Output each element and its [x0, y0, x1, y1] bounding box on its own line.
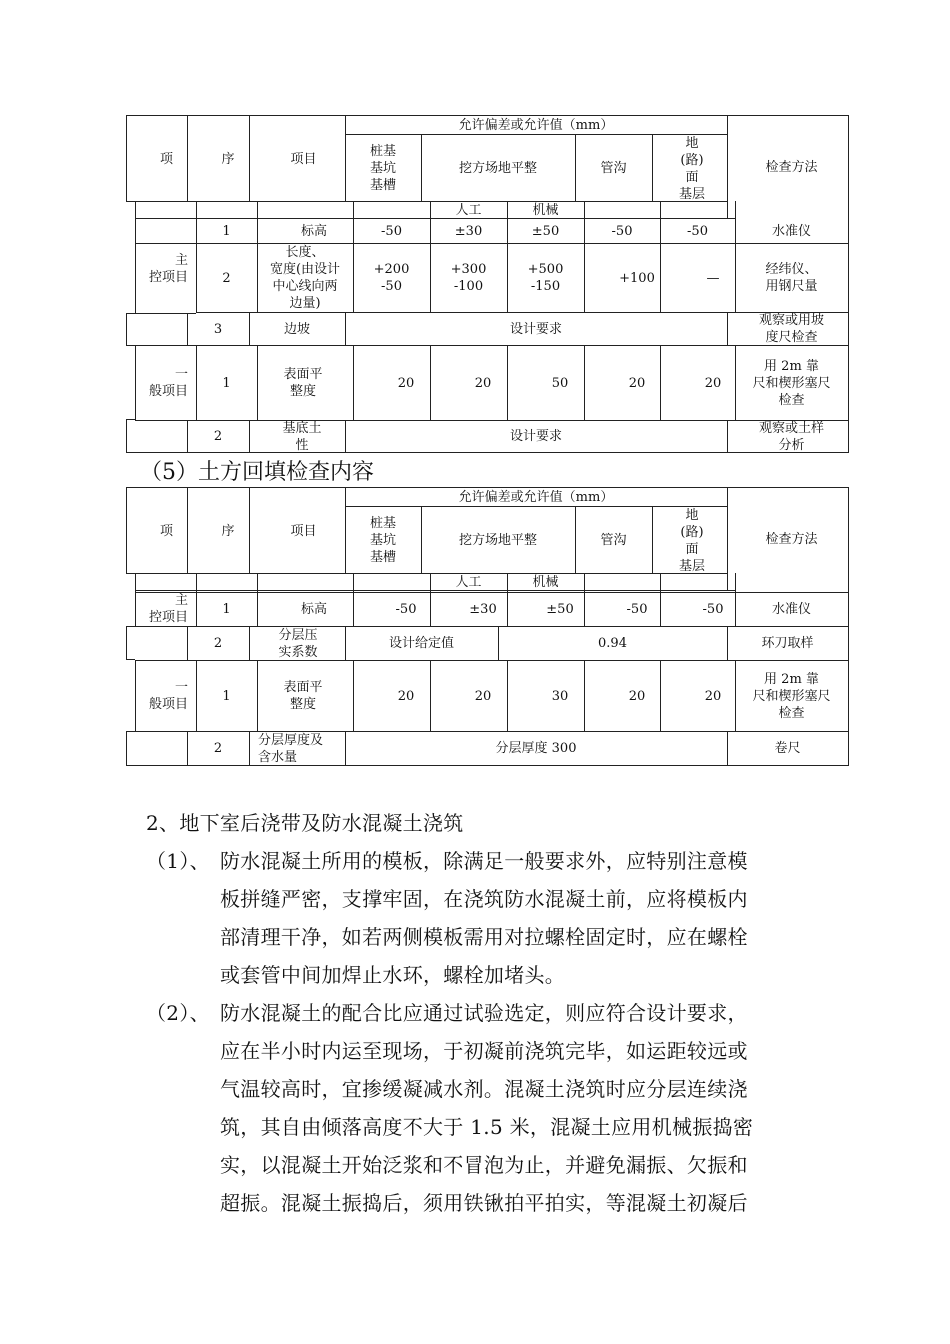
table-cell: 20: [704, 375, 722, 391]
paragraph-line: 或套管中间加焊止水环，螺栓加堵头。: [220, 963, 566, 987]
table-cell: ±50: [546, 602, 574, 617]
tolerance-title: 允许偏差或允许值（mm）: [458, 489, 614, 505]
table-cell: 1: [222, 602, 231, 617]
col-project-header: 项目: [290, 523, 317, 539]
table-cell: 1: [222, 375, 231, 391]
table-cell: 设计要求: [509, 321, 562, 337]
table-cell: 表面平 整度: [283, 680, 323, 712]
paragraph-line: 实，以混凝土开始泛浆和不冒泡为止，并避免漏振、欠振和: [220, 1153, 748, 1177]
manual-header: 人工: [455, 574, 482, 590]
machine-header: 机械: [532, 202, 559, 218]
table-cell: -50: [395, 602, 417, 617]
section-2-title: 2、地下室后浇带及防水混凝土浇筑: [146, 811, 464, 835]
ground-header: 地 (路) 面 基层: [678, 136, 705, 202]
section-5-title: （5）土方回填检查内容: [140, 460, 374, 485]
table-cell: 3: [213, 321, 223, 337]
table-cell: 观察或土样 分析: [758, 420, 824, 453]
table-cell: 20: [474, 688, 492, 704]
table-cell: 设计给定值: [388, 636, 454, 651]
table-cell: 2: [213, 429, 223, 444]
table-cell: ±30: [454, 223, 483, 239]
table-cell: 标高: [300, 223, 327, 239]
table-cell: 表面平 整度: [283, 367, 323, 399]
table-cell: 30: [551, 688, 569, 704]
col-seq-header: 序: [221, 523, 235, 539]
paragraph-line: 超振。混凝土振捣后，须用铁锹拍平拍实，等混凝土初凝后: [220, 1191, 748, 1215]
table-cell: 20: [628, 688, 646, 704]
tolerance-title: 允许偏差或允许值（mm）: [458, 117, 614, 133]
table-cell: 分层厚度 300: [495, 741, 577, 756]
table-cell: 20: [397, 688, 415, 704]
table-cell: 水准仪: [771, 223, 811, 239]
paragraph-line: 防水混凝土所用的模板，除满足一般要求外，应特别注意模: [220, 849, 748, 873]
general-group: 一 般项目: [148, 680, 188, 712]
machine-header: 机械: [532, 574, 559, 590]
paragraph-label: （1）、: [146, 849, 210, 873]
ground-header: 地 (路) 面 基层: [678, 508, 705, 574]
table-cell: +200 -50: [373, 262, 410, 294]
col-item-header: 项: [159, 151, 173, 167]
table-cell: 1: [222, 223, 231, 239]
table-cell: 用 2m 靠 尺和楔形塞尺 检查: [752, 671, 831, 721]
table-cell: 环刀取样: [761, 636, 814, 651]
table-cell: 边坡: [283, 321, 310, 337]
table-cell: ±50: [531, 223, 560, 239]
paragraph-line: 气温较高时，宜掺缓凝减水剂。混凝土浇筑时应分层连续浇: [220, 1077, 748, 1101]
table-cell: -50: [702, 602, 724, 617]
table-cell: +100: [619, 270, 655, 286]
table-cell: 20: [704, 688, 722, 704]
paragraph-line: 应在半小时内运至现场，于初凝前浇筑完毕，如运距较远或: [220, 1039, 748, 1063]
table-cell: 经纬仪、 用钢尺量: [765, 262, 818, 294]
table-cell: 2: [222, 270, 231, 286]
table-cell: 水准仪: [771, 602, 811, 617]
table-cell: —: [706, 270, 720, 286]
table-cell: 基底土 性: [282, 420, 322, 453]
paragraph-line: 部清理干净，如若两侧模板需用对拉螺栓固定时，应在螺栓: [220, 925, 748, 949]
table-cell: 标高: [300, 602, 327, 617]
method-header: 检查方法: [765, 160, 818, 175]
table-cell: -50: [687, 223, 708, 239]
table-cell: 50: [551, 375, 569, 391]
table-cell: 1: [222, 688, 231, 704]
trench-header: 管沟: [600, 532, 627, 548]
table-cell: +500 -150: [527, 262, 564, 294]
table-cell: 观察或用坡 度尺检查: [758, 313, 824, 345]
table-cell: 2: [213, 741, 223, 756]
table-cell: +300 -100: [450, 262, 487, 294]
table-cell: -50: [381, 223, 402, 239]
table-cell: 卷尺: [774, 741, 801, 756]
col-project-header: 项目: [290, 151, 317, 167]
table-cell: 分层压 实系数: [278, 627, 318, 660]
col-item-header: 项: [159, 523, 173, 539]
paragraph-line: 防水混凝土的配合比应通过试验选定，则应符合设计要求，: [220, 1001, 748, 1025]
excavation-header: 挖方场地平整: [458, 532, 537, 548]
method-header: 检查方法: [765, 532, 818, 547]
col-seq-header: 序: [221, 151, 235, 167]
paragraph-line: 板拼缝严密，支撑牢固，在浇筑防水混凝土前，应将模板内: [220, 887, 748, 911]
trench-header: 管沟: [600, 160, 627, 176]
table-cell: 20: [628, 375, 646, 391]
table-cell: 2: [213, 636, 223, 651]
table-cell: 分层厚度及 含水量: [258, 732, 324, 765]
table-cell: 20: [397, 375, 415, 391]
table-cell: 20: [474, 375, 492, 391]
table-cell: ±30: [469, 602, 497, 617]
main-control-group: 主 控项目: [148, 593, 188, 625]
table-cell: 长度、 宽度(由设计 中心线向两 边量): [269, 245, 341, 311]
main-control-group: 主 控项目: [148, 253, 188, 285]
table-cell: 用 2m 靠 尺和楔形塞尺 检查: [752, 358, 831, 408]
table-cell: 0.94: [598, 636, 627, 651]
manual-header: 人工: [455, 202, 482, 218]
paragraph-line: 筑，其自由倾落高度不大于 1.5 米，混凝土应用机械振捣密: [220, 1115, 754, 1139]
general-group: 一 般项目: [148, 367, 188, 399]
pile-header: 桩基 基坑 基槽: [369, 515, 396, 565]
table-cell: -50: [611, 223, 633, 239]
pile-header: 桩基 基坑 基槽: [369, 143, 396, 193]
table-cell: 设计要求: [509, 429, 562, 444]
table-cell: -50: [626, 602, 648, 617]
paragraph-label: （2）、: [146, 1001, 210, 1025]
excavation-header: 挖方场地平整: [458, 160, 537, 176]
